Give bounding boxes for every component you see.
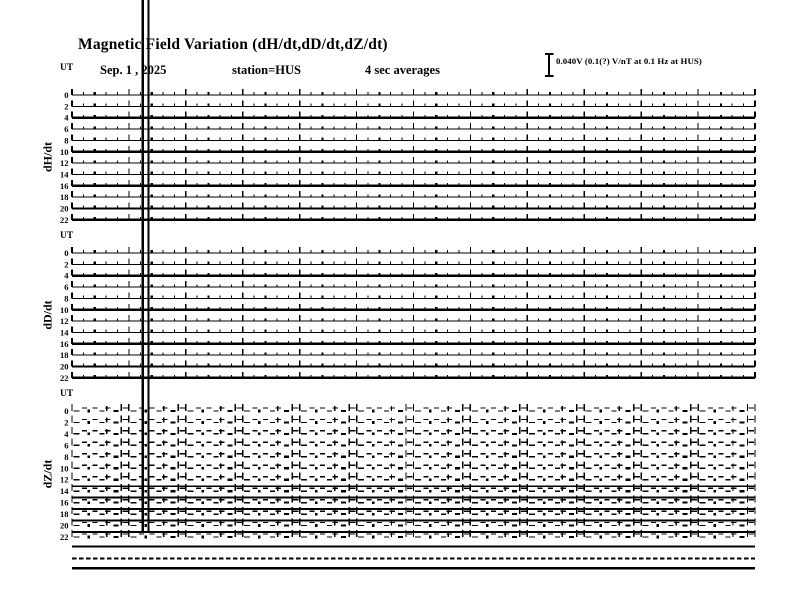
hour-label: 12	[60, 474, 69, 485]
page-title: Magnetic Field Variation (dH/dt,dD/dt,dZ/dt)	[78, 36, 388, 53]
hour-label: 22	[60, 531, 69, 542]
ut-label-panel-dzdt: UT	[60, 389, 74, 399]
hour-label: 22	[60, 214, 69, 225]
ut-label-panel-dhdt: UT	[60, 63, 74, 73]
hour-label: 20	[60, 361, 69, 372]
panel-2-trace-rows	[72, 247, 755, 378]
hour-label: 16	[60, 497, 69, 508]
hour-label: 4	[64, 112, 69, 123]
hour-label: 18	[60, 350, 69, 361]
hour-label: 0	[64, 406, 69, 416]
hour-label: 10	[60, 146, 69, 157]
scale-legend-text: 0.040V (0.1(?) V/nT at 0.1 Hz at HUS)	[556, 56, 702, 66]
panel-label-dzdt: dZ/dt	[40, 459, 55, 489]
hour-label: 14	[60, 327, 69, 338]
hour-label: 18	[60, 509, 69, 520]
panel-label-dhdt: dH/dt	[40, 141, 55, 173]
hour-label: 2	[64, 259, 69, 270]
hour-label: 4	[64, 428, 69, 439]
hour-label: 16	[60, 338, 69, 349]
hour-label: 20	[60, 203, 69, 214]
panel-1-trace-rows	[72, 89, 755, 220]
panel-3-trace-rows	[72, 404, 755, 537]
hour-label: 6	[64, 440, 69, 451]
hour-label: 8	[64, 293, 69, 304]
hour-label: 10	[60, 463, 69, 474]
panel-2-hour-labels	[60, 248, 69, 383]
panel-label-dddt: dD/dt	[40, 300, 55, 330]
ut-label-panel-dddt: UT	[60, 231, 74, 241]
hour-label: 0	[64, 90, 69, 100]
hour-label: 18	[60, 192, 69, 203]
panel-3-hour-labels	[60, 406, 69, 542]
bottom-reference-lines	[72, 547, 755, 569]
hour-label: 12	[60, 158, 69, 169]
scale-bar-icon	[545, 53, 554, 77]
hour-label: 8	[64, 135, 69, 146]
station-label: station=HUS	[232, 63, 301, 77]
hour-label: 4	[64, 270, 69, 281]
date-label: Sep. 1 , 2025	[100, 63, 167, 77]
hour-label: 6	[64, 282, 69, 293]
hour-label: 12	[60, 316, 69, 327]
hour-label: 22	[60, 372, 69, 383]
hour-label: 2	[64, 417, 69, 428]
hour-label: 16	[60, 180, 69, 191]
spike-lines	[143, 0, 149, 533]
hour-label: 2	[64, 101, 69, 112]
panel-1-hour-labels	[60, 90, 69, 225]
hour-label: 8	[64, 451, 69, 462]
hour-label: 20	[60, 520, 69, 531]
hour-label: 6	[64, 124, 69, 135]
hour-label: 10	[60, 304, 69, 315]
averaging-label: 4 sec averages	[365, 63, 440, 77]
hour-label: 14	[60, 486, 69, 497]
hour-label: 14	[60, 169, 69, 180]
hour-label: 0	[64, 248, 69, 258]
